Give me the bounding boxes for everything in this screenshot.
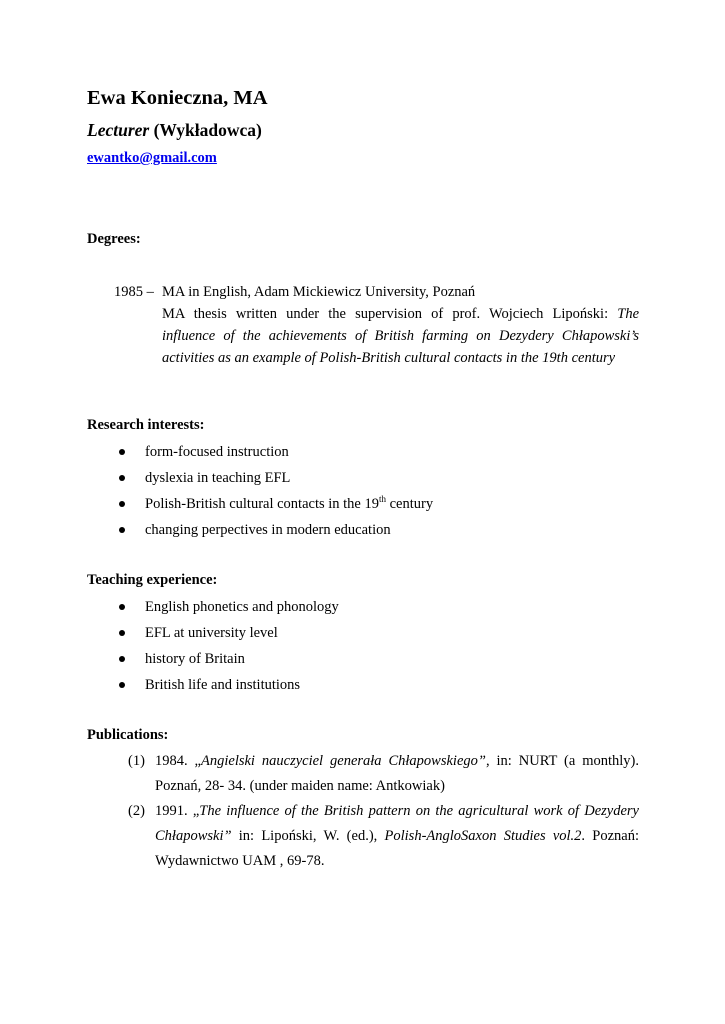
bullet-icon [119, 501, 125, 507]
publication-item [128, 799, 639, 874]
publication-text: 1984. „Angielski nauczyciel generała Chłapowskiego”, in: NURT (a monthly). Poznań, 28- 34. (under maiden name: Antkowiak) [155, 753, 640, 794]
publication-number: (1) [128, 753, 145, 769]
research-list [0, 443, 433, 547]
list-item: British life and institutions [0, 676, 339, 702]
list-item: form-focused instruction [0, 443, 433, 469]
thesis-prefix: MA thesis written under the supervision of prof. Wojciech Lipoński: [162, 306, 618, 322]
job-title [87, 120, 262, 141]
superscript: th [378, 494, 386, 504]
research-heading: Research interests: [87, 417, 205, 433]
publication-text: 1991. „The influence of the British pattern on the agricultural work of Dezydery Chłapowski” in: Lipoński, W. (ed.), Polish-AngloSaxon Studies vol.2. Poznań: Wydawnictwo UAM , 69-78. [155, 803, 639, 869]
bullet-icon [119, 656, 125, 662]
bullet-icon [119, 630, 125, 636]
degree-year: 1985 – [114, 284, 154, 300]
list-item: EFL at university level [0, 624, 339, 650]
list-item: Polish-British cultural contacts in the 19th century [0, 495, 433, 521]
person-name: Ewa Konieczna, MA [87, 87, 268, 109]
bullet-icon [119, 449, 125, 455]
teaching-list [0, 598, 339, 702]
thesis-title: The influence of the achievements of British farming on Dezydery Chłapowski’s activities as an example of Polish-British cultural contacts in the 19th century [162, 306, 639, 366]
list-item: English phonetics and phonology [0, 598, 339, 624]
bullet-icon [119, 527, 125, 533]
list-item: changing perpectives in modern education [0, 521, 433, 547]
job-title-english: Lecturer [87, 120, 150, 140]
publication-item [128, 749, 639, 799]
email-link[interactable]: ewantko@gmail.com [87, 150, 217, 166]
degrees-heading: Degrees: [87, 231, 141, 247]
bullet-icon [119, 604, 125, 610]
publication-number: (2) [128, 803, 145, 819]
list-item: dyslexia in teaching EFL [0, 469, 433, 495]
degree-thesis [162, 303, 639, 369]
bullet-icon [119, 682, 125, 688]
bullet-icon [119, 475, 125, 481]
list-item: history of Britain [0, 650, 339, 676]
teaching-heading: Teaching experience: [87, 572, 218, 588]
job-title-polish: (Wykładowca) [149, 120, 262, 140]
degree-title: MA in English, Adam Mickiewicz University, Poznań [162, 284, 476, 300]
publications-heading: Publications: [87, 727, 169, 743]
